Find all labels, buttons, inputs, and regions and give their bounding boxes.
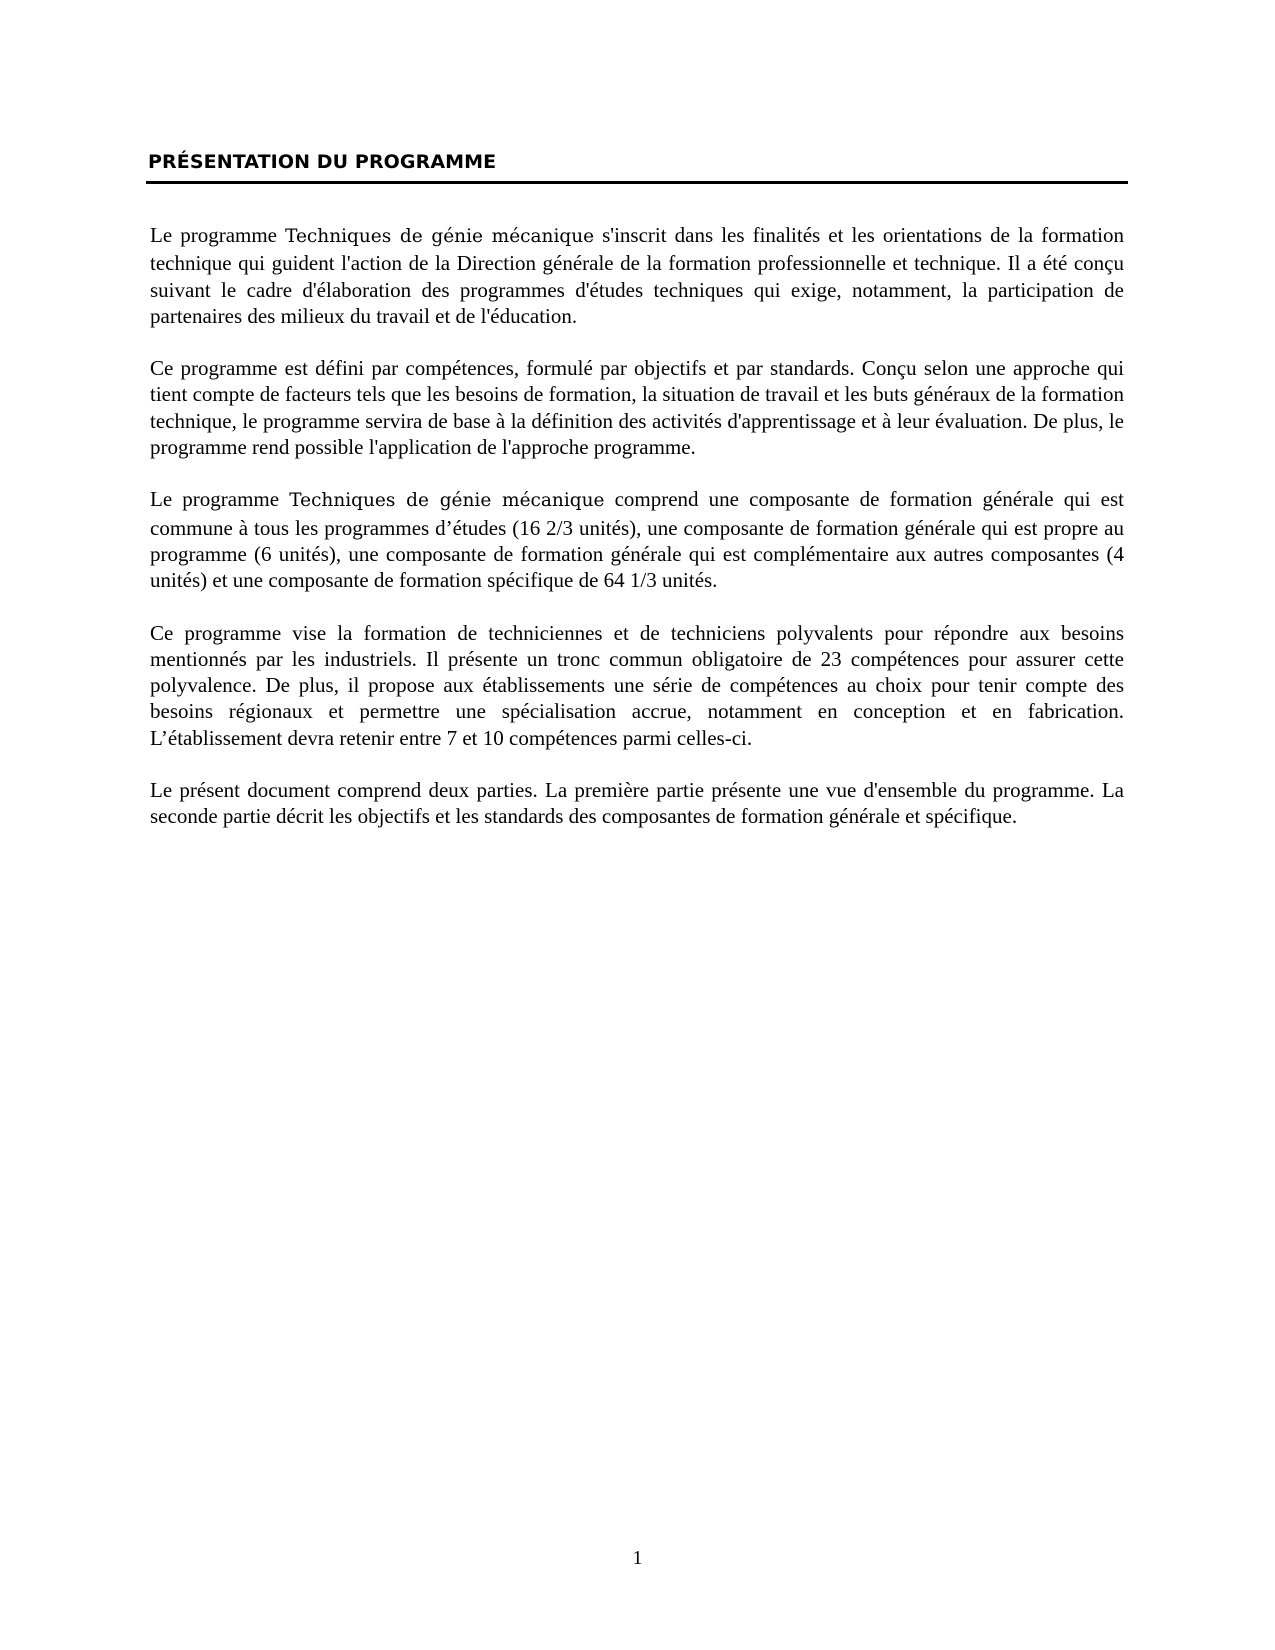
paragraph-text: comprend une composante de formation générale qui est commune à tous les programmes d’études (16 2/3 unités), une composante de formation générale qui est propre au programme (6 unités), une composante de formation générale qui est complémentaire aux autres composantes (4 unités) et une composante de formation spécifique de 64 1/3 unités. bbox=[150, 487, 1124, 593]
paragraph-document-parts: Le présent document comprend deux parties. La première partie présente une vue d'ensemble du programme. La seconde partie décrit les objectifs et les standards des composantes de formation générale et spécifique. bbox=[150, 778, 1124, 829]
body-text bbox=[150, 222, 1124, 856]
paragraph-polyvalence: Ce programme vise la formation de techniciennes et de techniciens polyvalents pour répondre aux besoins mentionnés par les industriels. Il présente un tronc commun obligatoire de 23 compétences pour assurer cette polyvalence. De plus, il propose aux établissements une série de compétences au choix pour tenir compte des besoins régionaux et permettre une spécialisation accrue, notamment en conception et en fabrication. L’établissement devra retenir entre 7 et 10 compétences parmi celles-ci. bbox=[150, 620, 1124, 750]
paragraph-text: Le programme bbox=[150, 223, 286, 247]
program-name: Techniques de génie mécanique bbox=[285, 226, 595, 247]
paragraph-composantes bbox=[150, 486, 1124, 593]
program-name: Techniques de génie mécanique bbox=[289, 490, 605, 512]
section-heading: PRÉSENTATION DU PROGRAMME bbox=[148, 151, 497, 173]
paragraph-text: s'inscrit dans les finalités et les orientations de la formation technique qui guident l'action de la Direction générale de la formation professionnelle et technique. Il a été conçu suivant le cadre d'élaboration des programmes d'études techniques qui exige, notamment, la participation de partenaires des milieux du travail et de l'éducation. bbox=[150, 223, 1124, 328]
page-number: 1 bbox=[632, 1547, 643, 1569]
paragraph-text: Le programme bbox=[150, 487, 290, 512]
heading-rule bbox=[146, 181, 1128, 184]
paragraph-intro bbox=[150, 222, 1124, 329]
paragraph-competences: Ce programme est défini par compétences, formulé par objectifs et par standards. Conçu selon une approche qui tient compte de facteurs tels que les besoins de formation, la situation de travail et les buts généraux de la formation technique, le programme servira de base à la définition des activités d'apprentissage et à leur évaluation. De plus, le programme rend possible l'application de l'approche programme. bbox=[150, 356, 1124, 460]
